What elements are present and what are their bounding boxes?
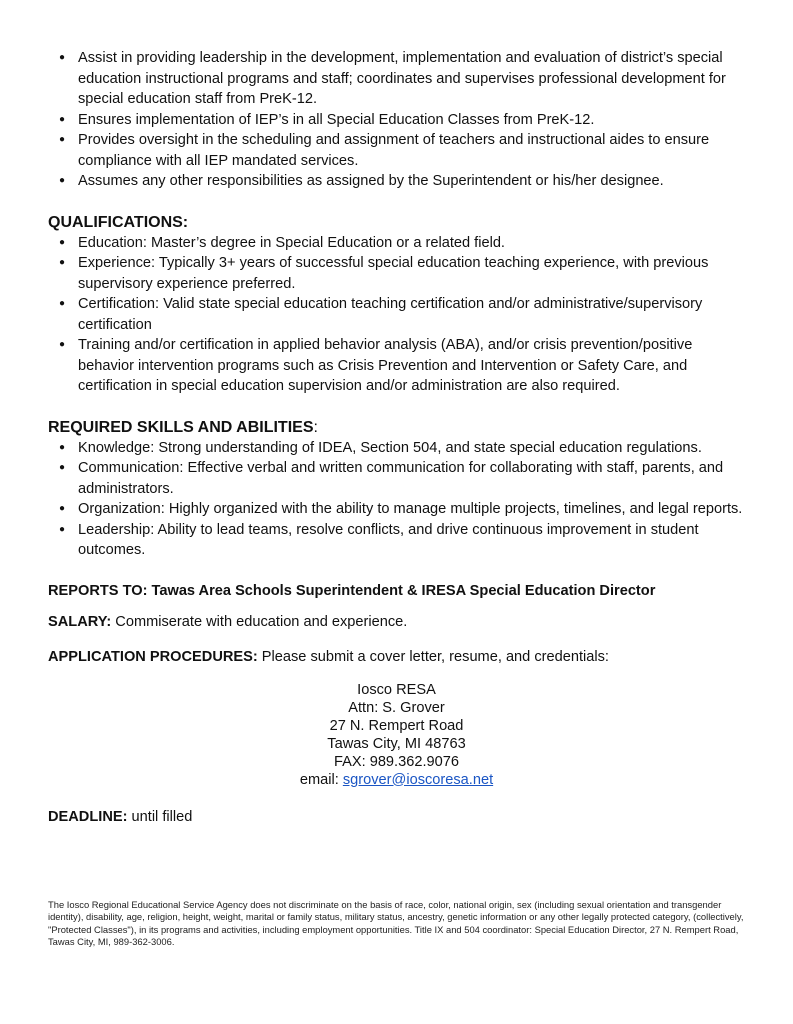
list-item: ● Assist in providing leadership in the development, implementation and evaluation of district’s special education instructional programs and staff; coordinates and supervises professional development for special education staff from PreK-12. [48,48,745,110]
application-label: APPLICATION PROCEDURES: [48,648,258,665]
address-org: Iosco RESA [357,681,436,698]
qualifications-list [48,233,745,397]
list-item: ● Communication: Effective verbal and written communication for collaborating with staff, parents, and administrators. [48,458,745,499]
list-item: ● Knowledge: Strong understanding of IDEA, Section 504, and state special education regulations. [48,438,745,459]
deadline-line [48,807,745,827]
nondiscrimination-notice: The Iosco Regional Educational Service Agency does not discriminate on the basis of race, color, national origin, sex (including sexual orientation and transgender identity), disability, age, religion, height, weight, marital or family status, military status, ancestry, genetic information or any other legally protected category, (collectively, "Protected Classes"), in its programs and activities, including employment opportunities. Title IX and 504 coordinator: Special Education Director, 27 N. Rempert Road, Tawas City, MI, 989-362-3006. [48,899,744,947]
list-item: ● Organization: Highly organized with the ability to manage multiple projects, timelines, and legal reports. [48,499,745,520]
salary-line [48,612,745,632]
deadline-label: DEADLINE: [48,808,128,825]
email-label: email: [299,771,339,788]
list-item: ● Education: Master’s degree in Special Education or a related field. [48,233,745,254]
address-attn: Attn: S. Grover [348,699,445,716]
application-value: Please submit a cover letter, resume, and credentials: [261,648,609,665]
address-fax: FAX: 989.362.9076 [334,753,459,770]
skills-list [48,438,745,561]
qualifications-heading: QUALIFICATIONS: [48,213,189,231]
list-item: ● Assumes any other responsibilities as assigned by the Superintendent or his/her designee. [48,171,745,192]
address-street: 27 N. Rempert Road [329,717,464,734]
salary-label: SALARY: [48,613,112,630]
skills-heading-text: REQUIRED SKILLS AND ABILITIES [48,418,314,436]
list-item: ● Provides oversight in the scheduling and assignment of teachers and instructional aides to ensure compliance with all IEP mandated services. [48,130,745,171]
list-item: ● Ensures implementation of IEP’s in all Special Education Classes from PreK-12. [48,110,745,131]
list-item: ● Experience: Typically 3+ years of successful special education teaching experience, with previous supervisory experience preferred. [48,253,745,294]
list-item: ● Leadership: Ability to lead teams, resolve conflicts, and drive continuous improvement in student outcomes. [48,520,745,561]
reports-to: REPORTS TO: Tawas Area Schools Superintendent & IRESA Special Education Director [48,582,656,599]
address-email [48,771,745,789]
skills-heading-colon: : [313,418,318,436]
list-item: ● Certification: Valid state special education teaching certification and/or administrative/supervisory certification [48,294,745,335]
skills-heading [48,418,745,438]
duties-list [48,48,745,192]
application-procedures [48,647,745,667]
mailing-address [48,681,745,789]
salary-value: Commiserate with education and experience. [115,613,408,630]
list-item: ● Training and/or certification in applied behavior analysis (ABA), and/or crisis prevention/positive behavior intervention programs such as Crisis Prevention and Intervention or Safety Care, and certification in special education supervision and/or administration are also required. [48,335,745,397]
address-city: Tawas City, MI 48763 [327,735,466,752]
deadline-value: until filled [131,808,193,825]
email-link[interactable]: sgrover@ioscoresa.net [342,771,494,788]
